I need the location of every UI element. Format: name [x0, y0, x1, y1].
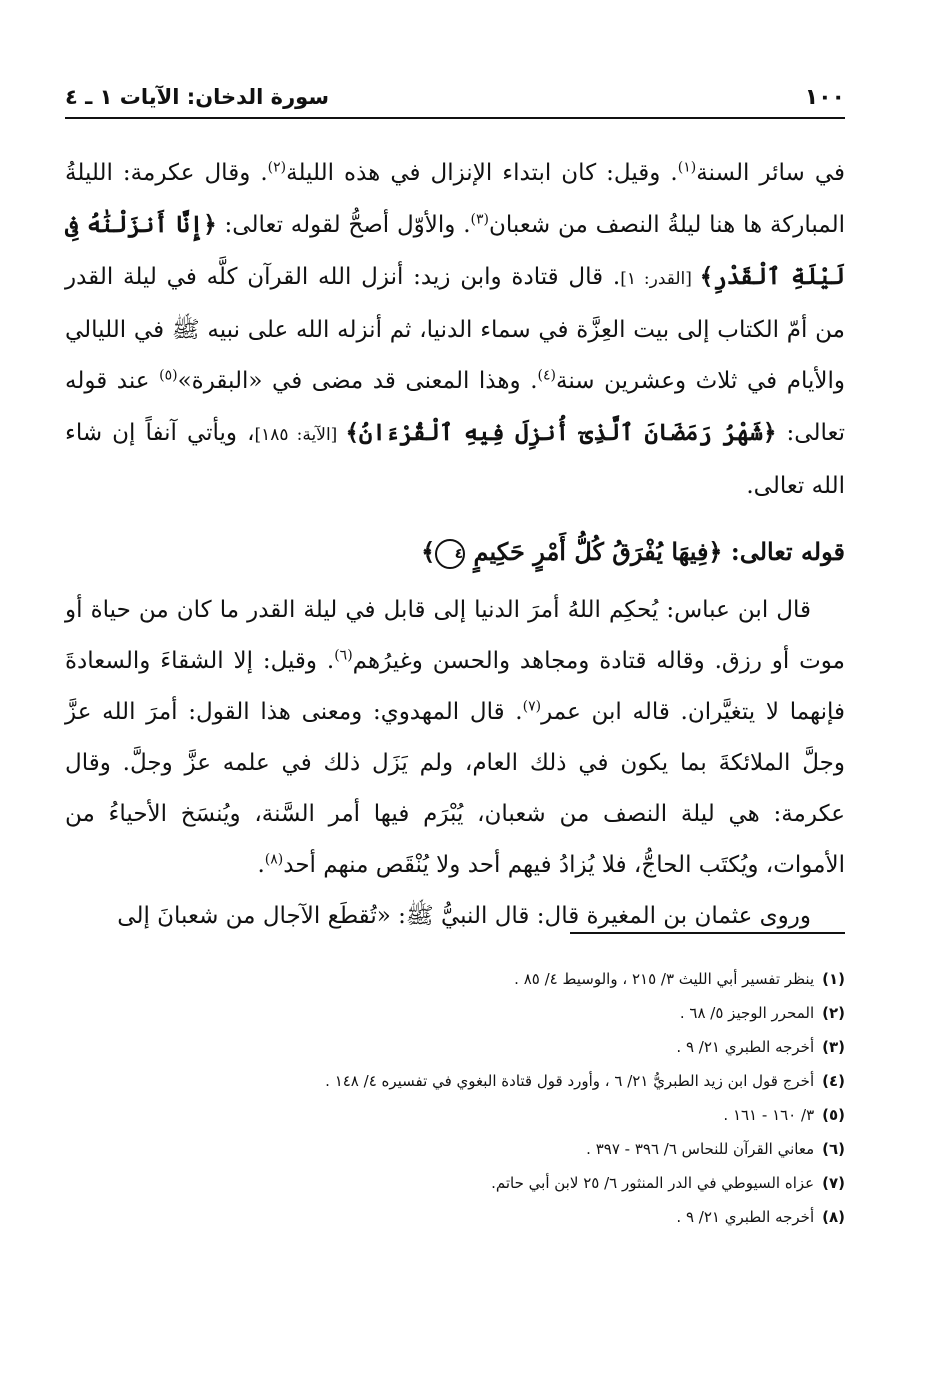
text-run: في سائر السنة [696, 160, 845, 186]
text-run: . وقيل: كان ابتداء الإنزال في هذه الليلة [286, 160, 678, 186]
text-run: عند قوله تعالى: [65, 368, 845, 446]
footnote-ref-1[interactable]: (١) [677, 159, 697, 176]
footnote-ref-8[interactable]: (٨) [264, 851, 284, 868]
verse-reference: [القدر: ١] [620, 269, 700, 289]
footnote-ref-4[interactable]: (٤) [537, 367, 556, 384]
text-run: وروى عثمان بن المغيرة قال: قال النبيُّ ﷺ: «تُقطَع الآجال من شعبانَ إلى [117, 903, 811, 929]
text-run: . قال قتادة وابن زيد: أنزل الله القرآن كلَّه في ليلة القدر من أمّ الكتاب إلى بيت العِزَّة في سماء الدنيا، ثم أنزله الله على نبيه ﷺ في الليالي والأيام في ثلاث وعشرين سنة [65, 264, 845, 394]
footnote-number: (٢) [822, 1004, 845, 1022]
footnote-separator [570, 932, 845, 934]
paragraph-2 [65, 585, 845, 891]
footnote-ref-5[interactable]: (٥) [159, 367, 178, 384]
footnote-text: عزاه السيوطي في الدر المنثور ٦/ ٢٥ لابن أبي حاتم. [491, 1174, 815, 1192]
footnote-ref-6[interactable]: (٦) [334, 647, 353, 664]
page-number: ١٠٠ [804, 84, 845, 110]
footnote-item [65, 1098, 845, 1132]
verse-reference: [الآية: ١٨٥] [254, 425, 346, 445]
footnote-item [65, 1030, 845, 1064]
footnote-ref-3[interactable]: (٣) [470, 211, 489, 228]
footnote-ref-2[interactable]: (٢) [267, 159, 287, 176]
footnote-number: (٤) [822, 1072, 845, 1090]
footnote-text: ينظر تفسير أبي الليث ٣/ ٢١٥ ، والوسيط ٤/ ٨٥ . [514, 970, 815, 988]
verse-label: قوله تعالى: [722, 537, 845, 566]
header-title: سورة الدخان: الآيات ١ ـ ٤ [65, 85, 329, 109]
footnote-item [65, 962, 845, 996]
text-run: . والأوّل أصحُّ لقوله تعالى: [216, 212, 471, 238]
footnote-item [65, 1064, 845, 1098]
footnote-text: ٣/ ١٦٠ - ١٦١ . [723, 1106, 815, 1124]
footnote-number: (٦) [822, 1140, 845, 1158]
footnote-number: (٨) [822, 1208, 845, 1226]
footnote-item [65, 1166, 845, 1200]
quran-quote: ﴿شَهْرُ رَمَضَانَ ٱلَّذِىٓ أُنزِلَ فِيهِ ٱلْقُرْءَانُ﴾ [345, 419, 777, 446]
verse-text: ﴿فِيهَا يُفْرَقُ كُلُّ أَمْرٍ حَكِيمٍ [473, 537, 723, 566]
footnote-number: (١) [822, 970, 845, 988]
footnote-item [65, 1132, 845, 1166]
footnote-item [65, 1200, 845, 1234]
text-run: . وقيل: إلا الشقاءَ والسعادةَ فإنهما لا يتغيَّران. قاله ابن عمر [65, 648, 846, 725]
paragraph-3 [65, 891, 845, 942]
book-page [65, 0, 845, 1380]
text-run: قال ابن عباس: يُحكِم اللهُ أمرَ الدنيا إلى قابل في ليلة القدر ما كان من حياة أو موت أو رزق. وقاله قتادة ومجاهد والحسن وغيرُهم [65, 597, 845, 674]
footnote-text: أخرجه الطبري ٢١/ ٩ . [676, 1208, 815, 1226]
footnote-number: (٣) [822, 1038, 845, 1056]
text-run: . وهذا المعنى قد مضى في «البقرة» [177, 368, 538, 394]
footnote-ref-7[interactable]: (٧) [522, 698, 542, 715]
text-run: . [257, 852, 265, 878]
quran-quote: ﴿إِنَّا أَنزَلْنَٰهُ فِى لَيْلَةِ ٱلْقَدْرِ﴾ [65, 211, 845, 290]
running-header [65, 78, 845, 116]
text-run: ، ويأتي آنفاً إن شاء الله تعالى. [65, 420, 845, 499]
footnotes [65, 962, 845, 1234]
verse-bracket: ﴾ [421, 537, 436, 566]
footnote-number: (٥) [822, 1106, 845, 1124]
header-rule [65, 117, 845, 119]
footnote-text: معاني القرآن للنحاس ٦/ ٣٩٦ - ٣٩٧ . [586, 1140, 815, 1158]
main-text [65, 148, 845, 942]
footnote-text: أخرج قول ابن زيد الطبريُّ ٢١/ ٦ ، وأورد قول قتادة البغوي في تفسيره ٤/ ١٤٨ . [325, 1072, 815, 1090]
text-run: . وقال عكرمة: الليلةُ المباركة ها هنا ليلةُ النصف من شعبان [65, 160, 845, 238]
paragraph-1 [65, 148, 845, 512]
footnote-number: (٧) [822, 1174, 845, 1192]
verse-heading [65, 526, 845, 577]
footnote-text: أخرجه الطبري ٢١/ ٩ . [676, 1038, 815, 1056]
ayah-number-marker: ٤ [435, 539, 465, 569]
text-run: . قال المهدوي: ومعنى هذا القول: أمرَ الله عزَّ وجلَّ الملائكةَ بما يكون في ذلك العام، ولم يَزَل ذلك في علمه عزَّ وجلَّ. وقال عكرمة: هي ليلة النصف من شعبان، يُبْرَم فيها أمر السَّنة، ويُنسَخ الأحياءُ من الأموات، ويُكتَب الحاجُّ، فلا يُزادُ فيهم أحد ولا يُنْقَص منهم أحد [65, 699, 845, 878]
footnote-item [65, 996, 845, 1030]
footnote-text: المحرر الوجيز ٥/ ٦٨ . [679, 1004, 815, 1022]
